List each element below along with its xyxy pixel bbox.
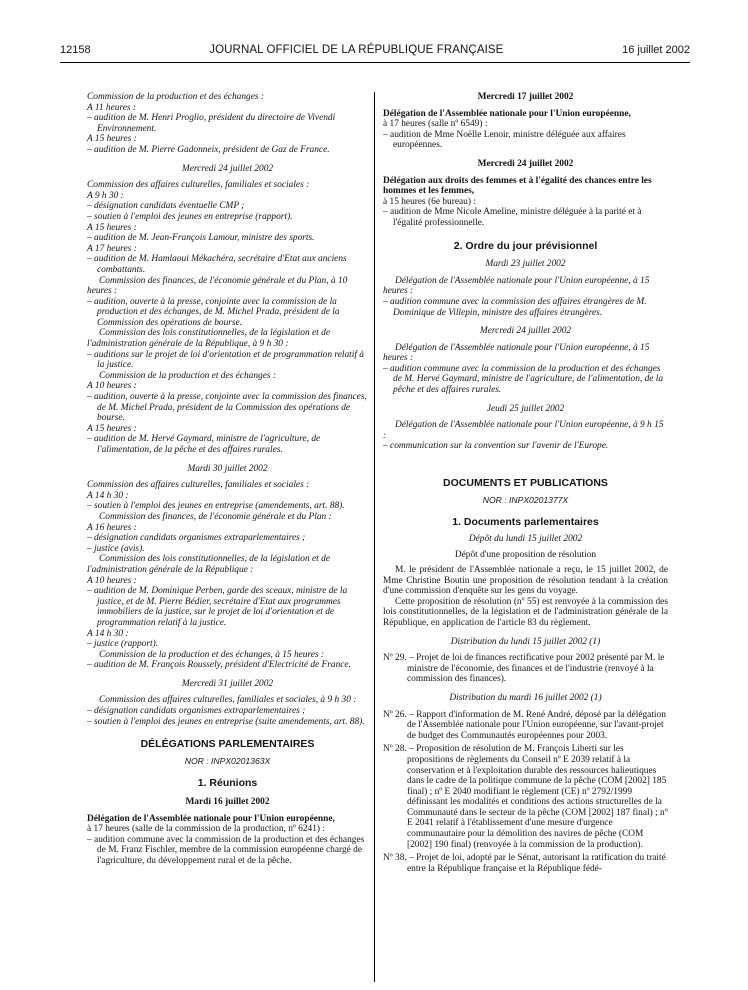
text-line: – soutien à l'emploi des jeunes en entreprise (amendements, art. 88).: [87, 501, 345, 512]
text-line: A 9 h 30 :: [87, 190, 124, 201]
text-line: Délégation de l'Assemblée nationale pour l'Union européenne, à 15 heures :: [383, 275, 650, 297]
text-line: – audition commune avec la commission de la production et des échanges de M. Franz Fischler, membre de la commission européenne chargé de l'agriculture, du développement rural et de la pêche.: [87, 834, 365, 866]
date-heading: Distribution du mardi 16 juillet 2002 (1): [449, 692, 602, 703]
date-heading: Mardi 30 juillet 2002: [187, 463, 268, 474]
date-heading: Mercredi 24 juillet 2002: [181, 163, 274, 174]
text-line: – communication sur la convention sur l'avenir de l'Europe.: [383, 441, 609, 452]
text-line: à 17 heures (salle nº 6549) :: [383, 119, 488, 130]
text-line: – désignation candidats éventuelle CMP ;: [87, 201, 245, 212]
text-line: – audition, ouverte à la presse, conjointe avec la commission des finances, de M. Michel Prada, président de la Commission des opérations de bourse.: [87, 392, 367, 424]
text-line: – audition commune avec la commission de la production et des échanges de M. Hervé Gaymard, ministre de l'agriculture, de l'alimentation, de la pêche et des affaires rurales.: [383, 363, 664, 396]
date-heading: Mercredi 24 juillet 2002: [477, 158, 574, 169]
text-line: – désignation candidats organismes extraparlementaires ;: [87, 533, 306, 544]
text-line: – audition commune avec la commission des affaires étrangères de M. Dominique de Villepin, ministre des affaires étrangères.: [383, 296, 647, 318]
subheading: Dépôt d'une proposition de résolution: [454, 550, 597, 561]
text-line: Délégation de l'Assemblée nationale pour l'Union européenne, à 15 heures :: [383, 342, 650, 364]
text-line: – soutien à l'emploi des jeunes en entreprise (suite amendements, art. 88).: [87, 716, 365, 727]
right-column: [383, 92, 668, 874]
date-heading: Distribution du lundi 15 juillet 2002 (1): [450, 636, 601, 647]
issue-date: 16 juillet 2002: [622, 44, 690, 56]
text-line: Commission de la production et des échanges :: [99, 370, 276, 381]
text-line: – audition de M. Pierre Gadonneix, président de Gaz de France.: [87, 144, 330, 155]
text-line: A 15 heures :: [87, 222, 137, 233]
text-line: A 10 heures :: [87, 575, 137, 586]
document-entry: Nº 38. – Projet de loi, adopté par le Sénat, autorisant la ratification du traité entre la République française et la République fédé-: [383, 853, 666, 874]
text-line: – désignation candidats organismes extraparlementaires ;: [87, 706, 306, 717]
left-column: [87, 92, 368, 867]
text-line: à 17 heures (salle de la commission de la production, nº 6241) :: [87, 824, 326, 835]
date-heading: Dépôt du lundi 15 juillet 2002: [468, 533, 583, 544]
text-line: – audition de M. Hamlaoui Mékachéra, secrétaire d'Etat aux anciens combattants.: [87, 254, 347, 275]
text-line: A 17 heures :: [87, 243, 137, 254]
section-title: 1. Documents parlementaires: [452, 516, 599, 529]
nor-reference: NOR : INPX0201363X: [184, 755, 271, 766]
text-line: Commission des finances, de l'économie générale et du Plan, à 10 heures :: [87, 275, 348, 297]
section-title: 1. Réunions: [197, 777, 258, 790]
text-line: A 11 heures :: [87, 102, 137, 113]
text-line: Commission de la production et des échanges :: [87, 92, 264, 102]
header-rule: [60, 62, 690, 63]
nor-reference: NOR : INPX0201377X: [482, 494, 569, 505]
date-heading: Mercredi 24 juillet 2002: [479, 326, 572, 337]
document-entry: Nº 28. – Proposition de résolution de M. François Liberti sur les propositions de règlements du Conseil nº E 2039 relatif à la conservation et à l'exploitation durable des ressources halieutiques dans le cadre de la politique commune de la pêche (COM [2002] 185 final) ; nº E 2040 modifiant le règlement (CE) nº 2792/1999 définissant les modalités et conditions des actions structurelles de la Communauté dans le secteur de la pêche (COM [2002] 187 final) ; nº E 2041 relatif à l'établissement d'une mesure d'urgence communautaire pour la démolition des navires de pêche (COM [2002] 190 final) (renvoyée à la commission de la production).: [383, 744, 668, 850]
text-line: – audition, ouverte à la presse, conjointe avec la commission de la production et des échanges, de M. Michel Prada, président de la Commission des opérations de bourse.: [87, 296, 340, 328]
text-line: – justice (avis).: [87, 543, 145, 554]
date-heading: Jeudi 25 juillet 2002: [486, 403, 565, 414]
text-line: – audition de M. Jean-François Lamour, ministre des sports.: [87, 233, 315, 244]
text-line: Commission des affaires culturelles, familiales et sociales :: [87, 180, 310, 191]
text-line: – audition de M. Hervé Gaymard, ministre de l'agriculture, de l'alimentation, de la pêche et des affaires rurales.: [87, 434, 321, 455]
text-line: A 10 heures :: [87, 381, 137, 392]
journal-title: JOURNAL OFFICIEL DE LA RÉPUBLIQUE FRANÇAISE: [209, 44, 504, 56]
date-heading: Mardi 16 juillet 2002: [185, 797, 270, 808]
document-entry: Nº 26. – Rapport d'information de M. René André, déposé par la délégation de l'Assemblée nationale pour l'Union européenne, sur l'avant-projet de budget des Communautés européennes pour 2003.: [383, 709, 666, 741]
text-line: A 16 heures :: [87, 522, 137, 533]
text-line: Commission des affaires culturelles, familiales et sociales, à 9 h 30 :: [99, 695, 357, 706]
document-entry: Nº 29. – Projet de loi de finances rectificative pour 2002 présenté par M. le ministre de l'économie, des finances et de l'industrie (renvoyé à la commission des finances).: [383, 653, 665, 685]
text-line: Commission de la production et des échanges, à 15 heures :: [99, 649, 325, 660]
section-title: DOCUMENTS ET PUBLICATIONS: [443, 477, 608, 490]
text-line: Délégation de l'Assemblée nationale pour l'Union européenne, à 9 h 15 :: [383, 420, 664, 441]
text-line: Commission des lois constitutionnelles, de la législation et de l'administration générale de la République, à 9 h 30 :: [87, 328, 330, 350]
text-line: A 14 h 30 :: [87, 628, 129, 639]
text-line: Commission des affaires culturelles, familiales et sociales :: [87, 480, 310, 491]
text-line: Cette proposition de résolution (nº 55) est renvoyée à la commission des lois constitutionnelles, de la législation et de l'administration générale de la République, en application de l'article 83 du règlement.: [383, 596, 668, 628]
text-line: Délégation de l'Assemblée nationale pour l'Union européenne,: [87, 813, 335, 824]
text-line: – audition de M. François Roussely, président d'Electricité de France.: [87, 660, 351, 671]
section-title: DÉLÉGATIONS PARLEMENTAIRES: [140, 738, 315, 751]
text-line: – audition de Mme Nicole Ameline, ministre déléguée à la parité et à l'égalité professionnelle.: [383, 207, 642, 228]
date-heading: Mercredi 31 juillet 2002: [181, 678, 274, 689]
page-number: 12158: [60, 44, 91, 56]
text-line: A 14 h 30 :: [87, 490, 129, 501]
text-line: – audition de M. Henri Proglio, président du directoire de Vivendi Environnement.: [87, 113, 336, 134]
text-line: – auditions sur le projet de loi d'orientation et de programmation relatif à la justice.: [87, 349, 364, 371]
text-line: à 15 heures (6e bureau) :: [383, 196, 476, 207]
text-line: M. le président de l'Assemblée nationale a reçu, le 15 juillet 2002, de Mme Christine Boutin une proposition de résolution tendant à la création d'une commission d'enquête sur les gens du voyage.: [383, 565, 668, 597]
text-line: Commission des lois constitutionnelles, de la législation et de l'administration générale de la République :: [87, 554, 330, 575]
text-line: A 15 heures :: [87, 423, 137, 434]
text-line: – soutien à l'emploi des jeunes en entreprise (rapport).: [87, 211, 293, 222]
text-line: – justice (rapport).: [87, 639, 159, 650]
text-line: Délégation aux droits des femmes et à l'égalité des chances entre les hommes et les femmes,: [383, 175, 652, 197]
column-divider: [374, 92, 375, 982]
text-line: – audition de M. Dominique Perben, garde des sceaux, ministre de la justice, et de M. Pierre Bédier, secrétaire d'Etat aux programmes immobiliers de la justice, sur le projet de loi d'orientation et de programmation relatif à la justice.: [87, 586, 348, 628]
date-heading: Mardi 23 juillet 2002: [485, 259, 566, 270]
page-header: [60, 44, 690, 62]
text-line: Commission des finances, de l'économie générale et du Plan :: [99, 511, 332, 522]
section-title: 2. Ordre du jour prévisionnel: [453, 239, 598, 252]
date-heading: Mercredi 17 juillet 2002: [477, 92, 574, 102]
text-line: A 15 heures :: [87, 134, 137, 145]
text-line: – audition de Mme Noëlle Lenoir, ministre déléguée aux affaires européennes.: [383, 129, 626, 151]
text-line: Délégation de l'Assemblée nationale pour l'Union européenne,: [383, 108, 631, 119]
